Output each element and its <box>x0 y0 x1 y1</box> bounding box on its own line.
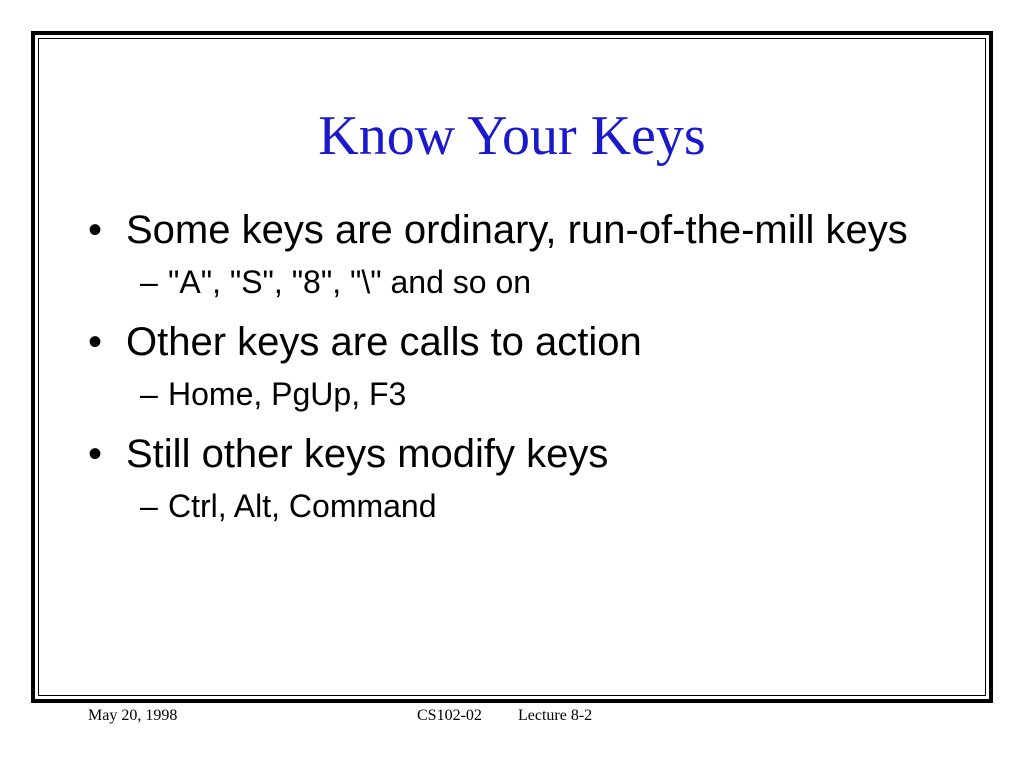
bullet-text: Still other keys modify keys <box>126 432 609 476</box>
sub-bullet-marker: – <box>140 488 158 524</box>
bullet-item <box>88 316 948 368</box>
sub-bullet-text: "A", "S", "8", "\" and so on <box>168 264 532 300</box>
slide-title: Know Your Keys <box>318 105 706 167</box>
bullet-marker: • <box>88 320 103 364</box>
sub-bullet-item <box>140 260 948 304</box>
bullet-marker: • <box>88 432 103 476</box>
footer-course: CS102-02 <box>417 707 482 724</box>
sub-bullet-item <box>140 484 948 528</box>
sub-bullet-marker: – <box>140 264 158 300</box>
bullet-item <box>88 428 948 480</box>
bullet-item <box>88 204 948 256</box>
sub-bullet-text: Ctrl, Alt, Command <box>168 488 437 524</box>
slide-content <box>88 204 948 540</box>
bullet-text: Some keys are ordinary, run-of-the-mill keys <box>126 208 908 252</box>
bullet-marker: • <box>88 208 103 252</box>
footer-lecture: Lecture 8-2 <box>518 707 593 724</box>
footer-date: May 20, 1998 <box>88 707 178 724</box>
sub-bullet-marker: – <box>140 376 158 412</box>
bullet-text: Other keys are calls to action <box>126 320 642 364</box>
sub-bullet-text: Home, PgUp, F3 <box>168 376 407 412</box>
sub-bullet-item <box>140 372 948 416</box>
